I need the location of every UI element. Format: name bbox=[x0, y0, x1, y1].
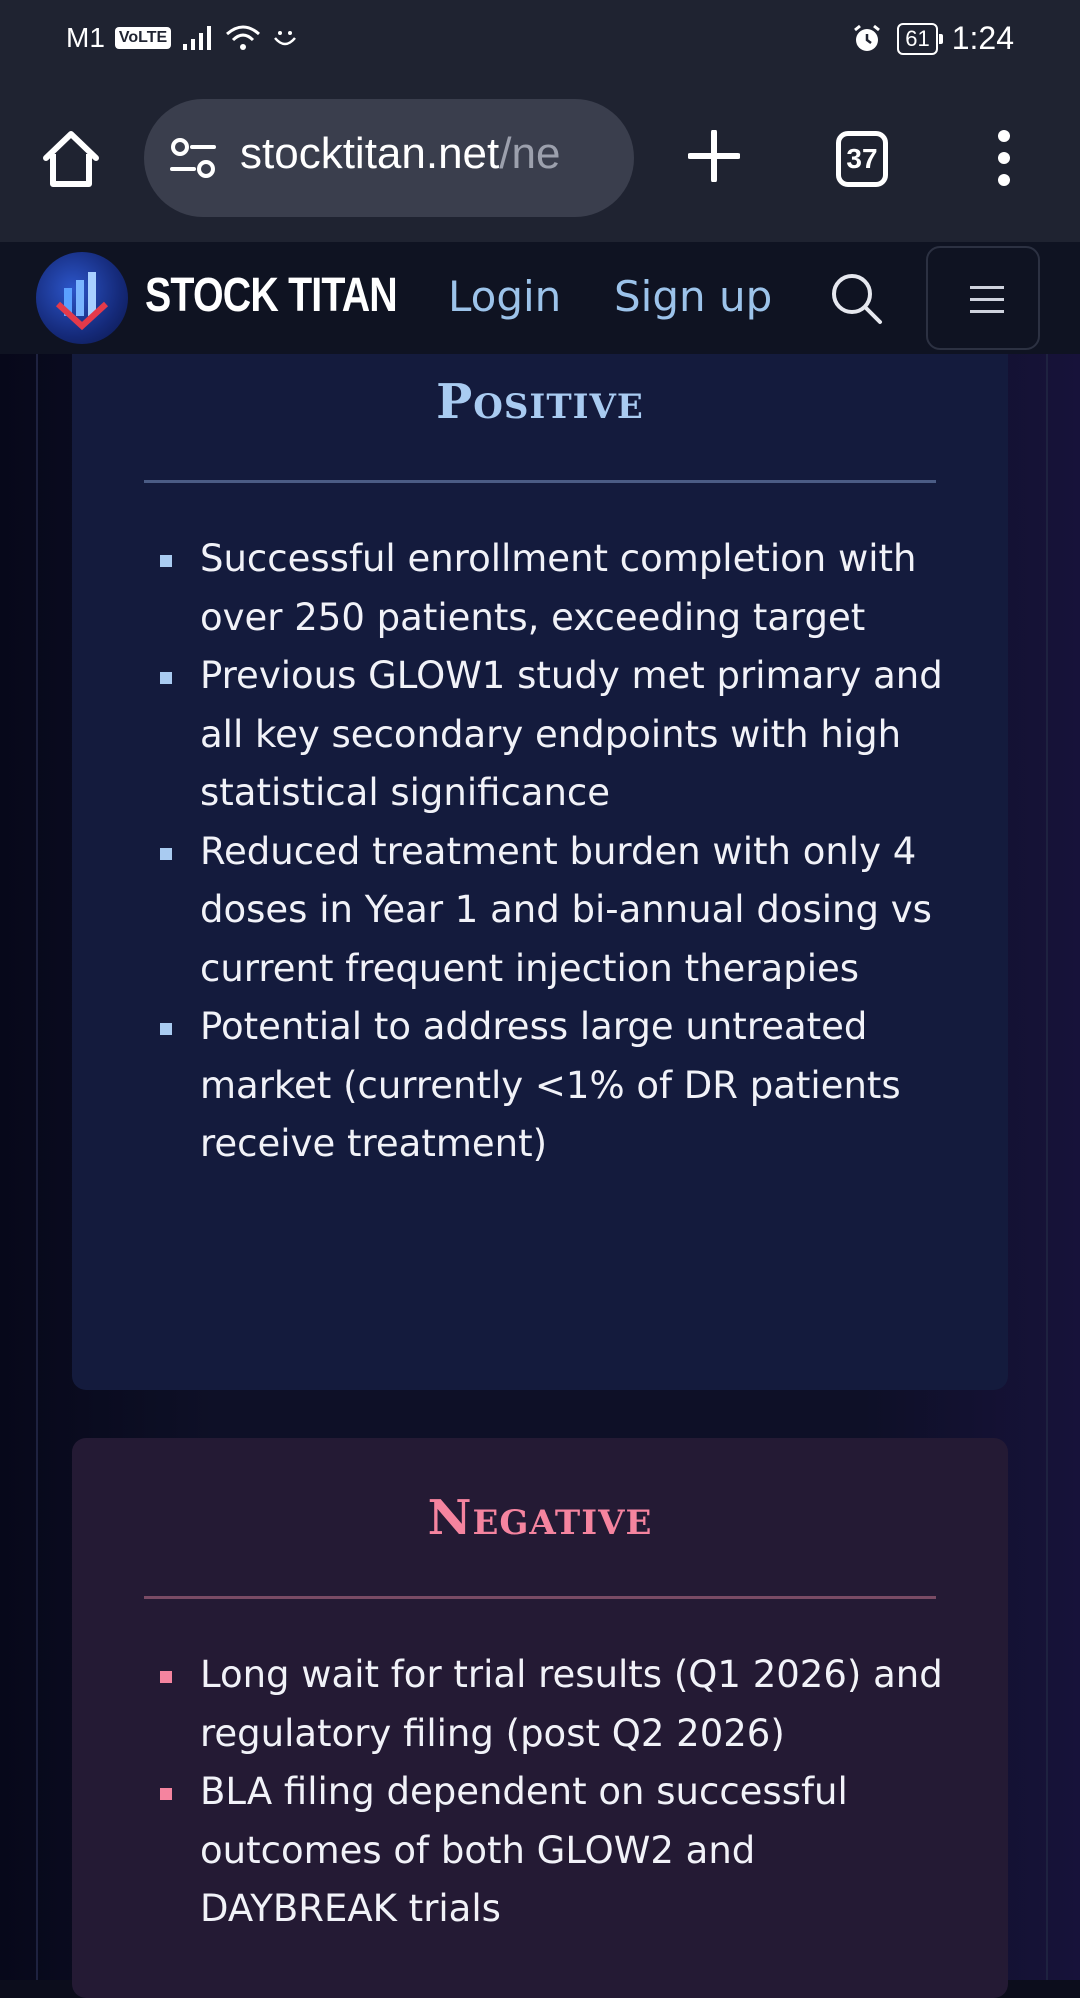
address-bar[interactable] bbox=[144, 99, 634, 217]
url-path: /ne bbox=[499, 129, 561, 178]
negative-title: Negative bbox=[427, 1490, 653, 1546]
list-item-text: Potential to address large untreated market (currently <1% of DR patients receive treatment) bbox=[200, 1005, 901, 1165]
signup-link[interactable]: Sign up bbox=[614, 272, 773, 321]
signal-icon bbox=[181, 24, 215, 52]
positive-divider bbox=[144, 480, 936, 483]
menu-line-icon bbox=[970, 298, 1004, 301]
bullet-icon bbox=[160, 1788, 172, 1800]
positive-card bbox=[72, 354, 1008, 1390]
bullet-icon bbox=[160, 848, 172, 860]
clock: 1:24 bbox=[951, 20, 1014, 56]
list-item-text: BLA filing dependent on successful outcomes of both GLOW2 and DAYBREAK trials bbox=[200, 1770, 848, 1930]
positive-list bbox=[160, 530, 950, 1174]
bullet-icon bbox=[160, 1023, 172, 1035]
search-icon[interactable] bbox=[830, 272, 884, 326]
bullet-icon bbox=[160, 672, 172, 684]
menu-button[interactable] bbox=[926, 246, 1040, 350]
logo-chart-icon bbox=[36, 252, 128, 344]
list-item bbox=[160, 530, 950, 647]
menu-line-icon bbox=[970, 286, 1004, 289]
login-link[interactable]: Login bbox=[448, 272, 562, 321]
home-icon[interactable] bbox=[40, 128, 102, 190]
volte-badge: VoLTE bbox=[115, 27, 171, 49]
list-item bbox=[160, 1763, 950, 1939]
negative-list bbox=[160, 1646, 950, 1939]
positive-title: Positive bbox=[436, 374, 644, 430]
site-settings-icon[interactable] bbox=[170, 137, 216, 179]
url-domain: stocktitan.net bbox=[240, 129, 500, 178]
bullet-icon bbox=[160, 1671, 172, 1683]
list-item bbox=[160, 823, 950, 999]
battery-indicator: 61 bbox=[897, 23, 937, 55]
more-menu-icon[interactable] bbox=[996, 130, 1012, 186]
list-item bbox=[160, 998, 950, 1174]
list-item-text: Reduced treatment burden with only 4 doses in Year 1 and bi-annual dosing vs current frequent injection therapies bbox=[200, 829, 932, 990]
logo-icon[interactable] bbox=[36, 252, 128, 344]
list-item bbox=[160, 1646, 950, 1763]
negative-card bbox=[72, 1438, 1008, 1998]
list-item-text: Previous GLOW1 study met primary and all key secondary endpoints with high statistical significance bbox=[200, 654, 943, 814]
bullet-icon bbox=[160, 555, 172, 567]
face-icon bbox=[271, 24, 299, 52]
status-bar bbox=[0, 0, 1080, 78]
carrier-label: M1 bbox=[66, 22, 105, 53]
logo-text[interactable]: STOCK TITAN bbox=[145, 269, 397, 322]
status-left bbox=[66, 22, 299, 54]
alarm-icon bbox=[851, 23, 883, 55]
list-item bbox=[160, 647, 950, 823]
site-header bbox=[0, 242, 1080, 354]
list-item-text: Successful enrollment completion with over 250 patients, exceeding target bbox=[200, 537, 917, 639]
list-item-text: Long wait for trial results (Q1 2026) and regulatory filing (post Q2 2026) bbox=[200, 1653, 943, 1755]
wifi-icon bbox=[225, 24, 261, 52]
browser-toolbar bbox=[0, 78, 1080, 242]
menu-line-icon bbox=[970, 310, 1004, 313]
new-tab-icon[interactable] bbox=[688, 130, 740, 182]
tab-switcher-button[interactable]: 37 bbox=[836, 131, 888, 187]
negative-divider bbox=[144, 1596, 936, 1599]
url-text[interactable] bbox=[240, 129, 560, 179]
status-right bbox=[851, 20, 1014, 57]
